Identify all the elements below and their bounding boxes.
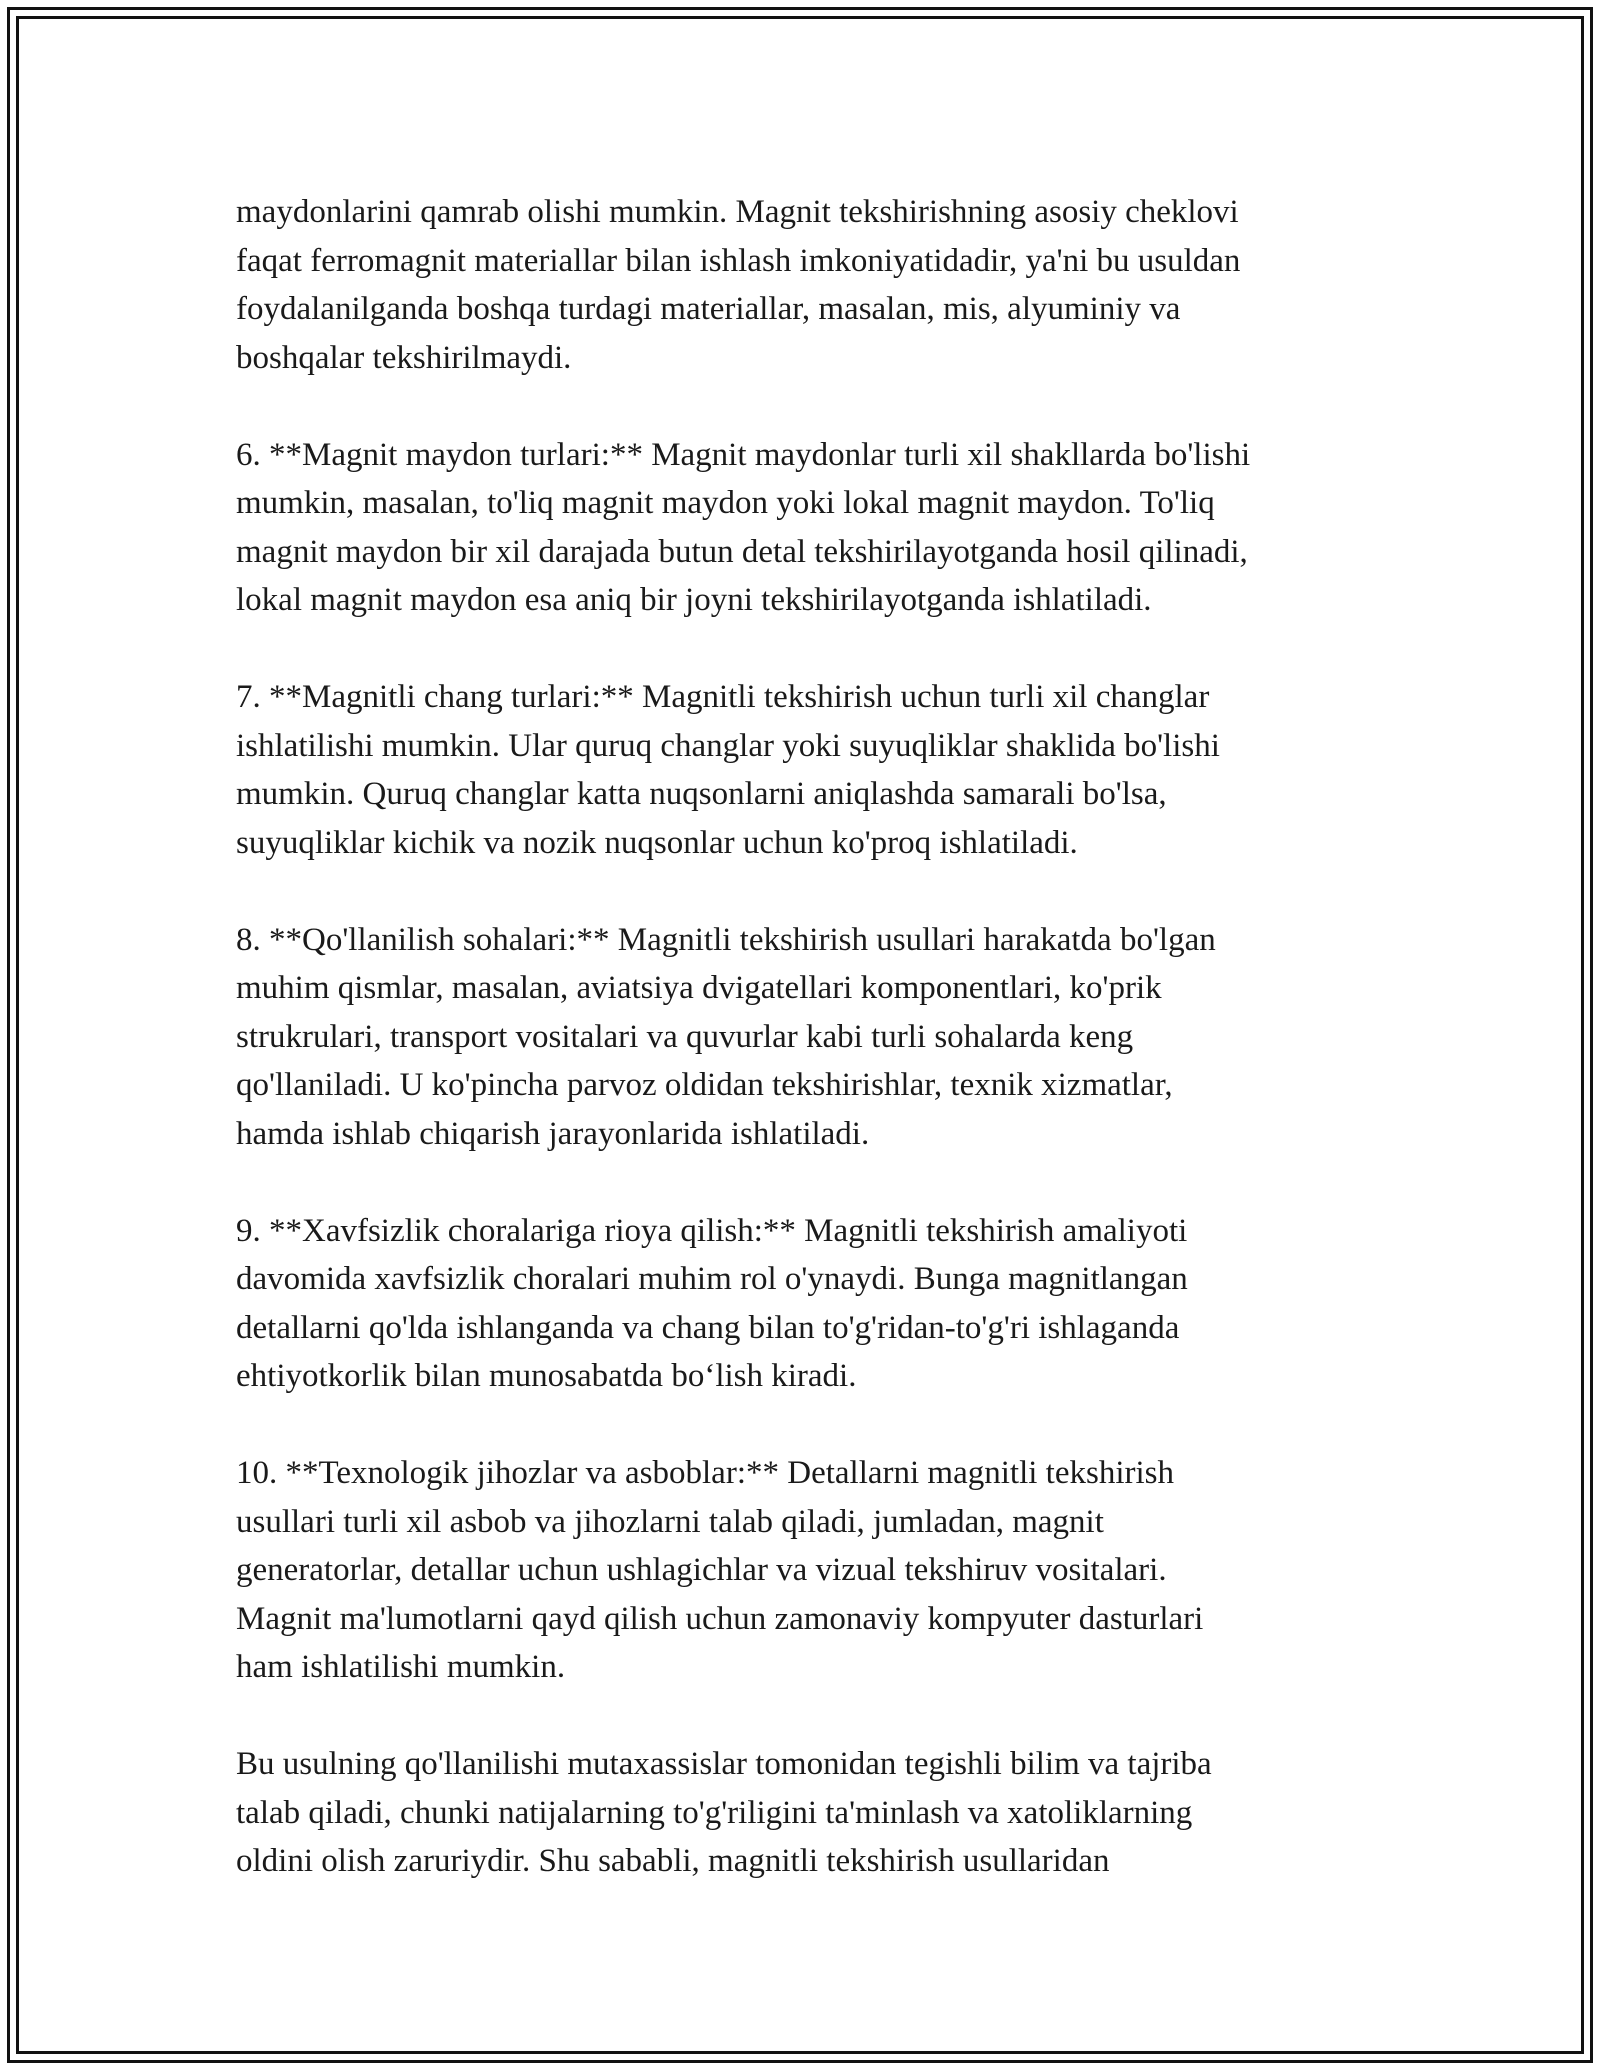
paragraph-intro-continuation: maydonlarini qamrab olishi mumkin. Magnit tekshirishning asosiy cheklovi faqat ferromagnit materiallar bilan ishlash imkoniyatidadir, ya'ni bu usuldan foydalanilganda boshqa turdagi materiallar, masalan, mis, alyuminiy va boshqalar tekshirilmaydi.: [236, 194, 1241, 376]
paragraph-item-10: 10. **Texnologik jihozlar va asboblar:** Detallarni magnitli tekshirish usullari turli xil asbob va jihozlarni talab qiladi, jumladan, magnit generatorlar, detallar uchun ushlagichlar va vizual tekshiruv vositalari. Magnit ma'lumotlarni qayd qilish uchun zamonaviy kompyuter dasturlari ham ishlatilishi mumkin.: [236, 1455, 1204, 1685]
paragraph-item-8: 8. **Qo'llanilish sohalari:** Magnitli tekshirish usullari harakatda bo'lgan muhim qismlar, masalan, aviatsiya dvigatellari komponentlari, ko'prik strukrulari, transport vositalari va quvurlar kabi turli sohalarda keng qo'llaniladi. U ko'pincha parvoz oldidan tekshirishlar, texnik xizmatlar, hamda ishlab chiqarish jarayonlarida ishlatiladi.: [236, 921, 1216, 1152]
paragraph-item-7: 7. **Magnitli chang turlari:** Magnitli tekshirish uchun turli xil changlar ishlatilishi mumkin. Ular quruq changlar yoki suyuqliklar shaklida bo'lishi mumkin. Quruq changlar katta nuqsonlarni aniqlashda samarali bo'lsa, suyuqliklar kichik va nozik nuqsonlar uchun ko'proq ishlatiladi.: [236, 679, 1220, 861]
paragraph-item-6: 6. **Magnit maydon turlari:** Magnit maydonlar turli xil shakllarda bo'lishi mumkin, masalan, to'liq magnit maydon yoki lokal magnit maydon. To'liq magnit maydon bir xil darajada butun detal tekshirilayotganda hosil qilinadi, lokal magnit maydon esa aniq bir joyni tekshirilayotganda ishlatiladi.: [236, 436, 1251, 618]
document-body: [236, 188, 1386, 1886]
paragraph-conclusion: Bu usulning qo'llanilishi mutaxassislar tomonidan tegishli bilim va tajriba talab qiladi, chunki natijalarning to'g'riligini ta'minlash va xatoliklarning oldini olish zaruriydir. Shu sababli, magnitli tekshirish usullaridan: [236, 1746, 1212, 1879]
paragraph-item-9: 9. **Xavfsizlik choralariga rioya qilish:** Magnitli tekshirish amaliyoti davomida xavfsizlik choralari muhim rol o'ynaydi. Bunga magnitlangan detallarni qo'lda ishlanganda va chang bilan to'g'ridan-to'g'ri ishlaganda ehtiyotkorlik bilan munosabatda bo‘lish kiradi.: [236, 1212, 1188, 1394]
